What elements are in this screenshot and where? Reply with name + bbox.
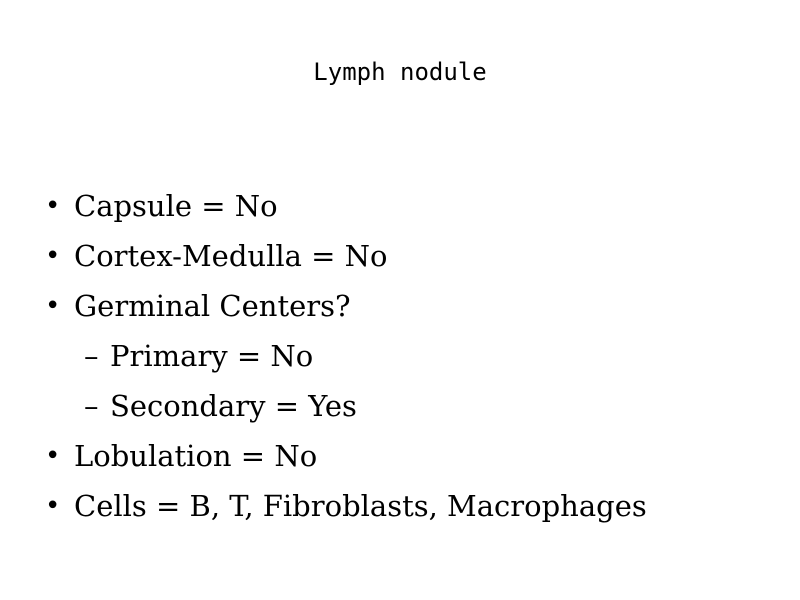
bullet-text: Lobulation = No	[74, 439, 318, 473]
bullet-item	[0, 281, 800, 331]
bullet-list	[0, 181, 800, 531]
bullet-marker: •	[45, 191, 61, 221]
bullet-item	[0, 431, 800, 481]
bullet-text: Secondary = Yes	[110, 389, 357, 423]
bullet-marker: •	[45, 441, 61, 471]
bullet-item	[0, 231, 800, 281]
dash-marker: –	[84, 339, 99, 373]
bullet-item	[0, 181, 800, 231]
bullet-text: Primary = No	[110, 339, 314, 373]
bullet-marker: •	[45, 291, 61, 321]
sub-bullet-item	[0, 331, 800, 381]
bullet-text: Cortex-Medulla = No	[74, 239, 388, 273]
bullet-text: Capsule = No	[74, 189, 278, 223]
sub-bullet-item	[0, 381, 800, 431]
bullet-marker: •	[45, 491, 61, 521]
slide-title: Lymph nodule	[313, 58, 487, 86]
bullet-text: Cells = B, T, Fibroblasts, Macrophages	[74, 489, 647, 523]
bullet-item	[0, 481, 800, 531]
dash-marker: –	[84, 389, 99, 423]
bullet-text: Germinal Centers?	[74, 289, 351, 323]
bullet-marker: •	[45, 241, 61, 271]
